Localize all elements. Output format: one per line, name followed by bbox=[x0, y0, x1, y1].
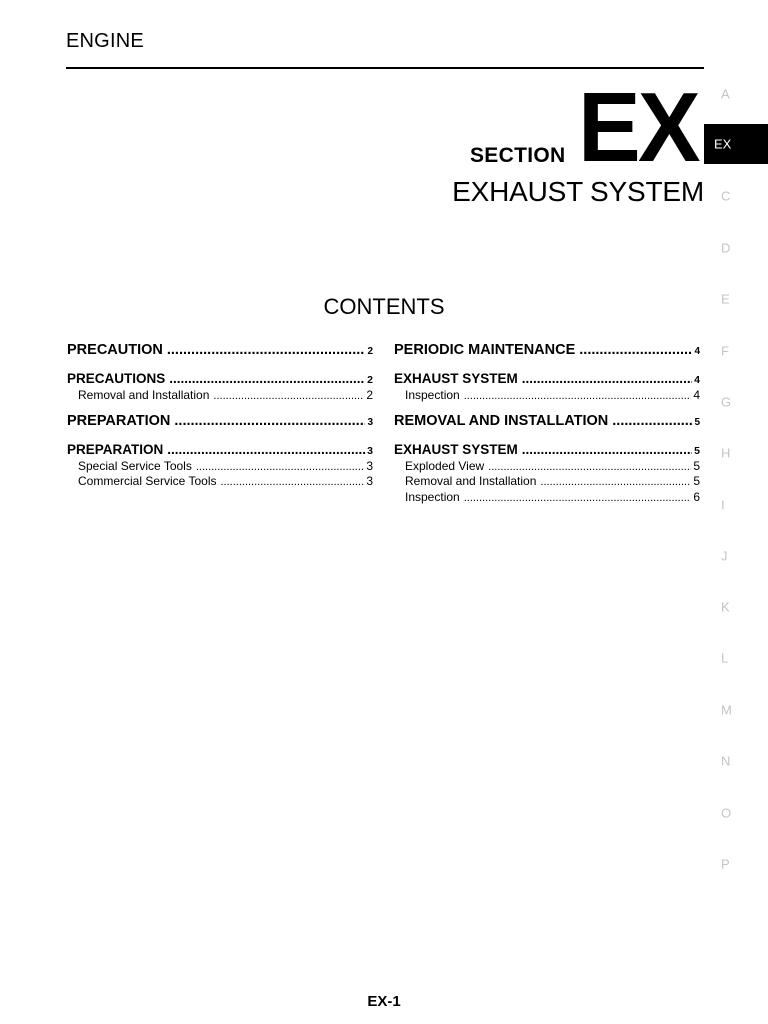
side-tab-a[interactable] bbox=[704, 74, 768, 114]
contents-title: CONTENTS bbox=[323, 294, 445, 319]
side-tab-d[interactable] bbox=[704, 228, 768, 268]
side-tab-c[interactable] bbox=[704, 176, 768, 216]
toc-entry[interactable] bbox=[394, 388, 700, 404]
toc-entry[interactable] bbox=[67, 459, 373, 475]
toc-entry-label: Special Service Tools bbox=[78, 458, 192, 473]
side-tab-label: J bbox=[721, 548, 728, 564]
side-tab-l[interactable] bbox=[704, 638, 768, 678]
side-tab-label: G bbox=[721, 394, 732, 410]
toc-entry[interactable] bbox=[394, 371, 700, 388]
toc-entry-page: 3 bbox=[367, 444, 373, 457]
toc-dot-leader bbox=[522, 442, 692, 457]
toc-entry-page: 4 bbox=[693, 388, 700, 402]
toc-entry-label: Inspection bbox=[405, 489, 460, 504]
side-tab-label: H bbox=[721, 445, 731, 461]
toc-entry-label: EXHAUST SYSTEM bbox=[394, 371, 518, 386]
toc-dot-leader bbox=[612, 413, 692, 429]
toc-dot-leader bbox=[174, 413, 365, 429]
side-tab-label: I bbox=[721, 497, 725, 513]
side-tab-label: C bbox=[721, 188, 731, 204]
toc-dot-leader bbox=[488, 459, 691, 473]
toc-entry[interactable] bbox=[394, 442, 700, 459]
side-tab-label: EX bbox=[714, 136, 732, 152]
toc-entry[interactable] bbox=[67, 442, 373, 459]
side-tab-index bbox=[704, 0, 768, 1024]
toc-entry[interactable] bbox=[67, 371, 373, 388]
side-tab-label: M bbox=[721, 702, 732, 718]
toc-entry-label: PERIODIC MAINTENANCE bbox=[394, 342, 576, 358]
toc-dot-leader bbox=[464, 490, 692, 504]
toc-entry-label: Removal and Installation bbox=[78, 388, 210, 402]
toc-entry[interactable] bbox=[394, 474, 700, 490]
side-tab-n[interactable] bbox=[704, 741, 768, 781]
toc-right-column bbox=[394, 342, 700, 514]
section-code: EX bbox=[578, 72, 698, 182]
side-tab-label: F bbox=[721, 343, 729, 359]
toc-group bbox=[67, 442, 373, 490]
toc-entry-page: 5 bbox=[693, 458, 700, 473]
side-tab-label: O bbox=[721, 805, 732, 821]
toc-entry-label: Commercial Service Tools bbox=[78, 474, 217, 488]
toc-dot-leader bbox=[213, 388, 364, 402]
side-tab-label: D bbox=[721, 240, 731, 256]
toc-entry[interactable] bbox=[394, 342, 700, 363]
section-word: SECTION bbox=[470, 144, 566, 167]
toc-left-column bbox=[67, 342, 373, 499]
toc-entry-page: 2 bbox=[367, 374, 373, 386]
toc-entry-page: 6 bbox=[693, 489, 700, 504]
toc-dot-leader bbox=[464, 388, 692, 402]
side-tab-label: P bbox=[721, 856, 730, 872]
toc-dot-leader bbox=[169, 371, 365, 386]
toc-entry-page: 3 bbox=[367, 416, 373, 428]
toc-entry-label: REMOVAL AND INSTALLATION bbox=[394, 412, 609, 429]
toc-dot-leader bbox=[167, 342, 366, 358]
toc-group bbox=[394, 371, 700, 404]
toc-dot-leader bbox=[221, 474, 365, 488]
toc-entry-page: 5 bbox=[693, 474, 700, 488]
side-tab-f[interactable] bbox=[704, 331, 768, 371]
toc-entry-label: EXHAUST SYSTEM bbox=[394, 441, 518, 457]
side-tab-h[interactable] bbox=[704, 433, 768, 473]
toc-entry[interactable] bbox=[67, 388, 373, 404]
toc-entry-page: 3 bbox=[366, 474, 373, 488]
side-tab-k[interactable] bbox=[704, 587, 768, 627]
toc-entry-page: 2 bbox=[366, 388, 373, 402]
side-tab-label: L bbox=[721, 650, 729, 666]
toc-dot-leader bbox=[540, 474, 691, 488]
toc-entry-page: 5 bbox=[694, 444, 700, 457]
toc-entry[interactable] bbox=[67, 342, 373, 363]
toc-dot-leader bbox=[196, 459, 364, 473]
side-tab-label: K bbox=[721, 599, 730, 615]
toc-entry-label: PREPARATION bbox=[67, 412, 171, 429]
side-tab-label: A bbox=[721, 86, 730, 102]
section-name: EXHAUST SYSTEM bbox=[452, 176, 704, 207]
side-tab-m[interactable] bbox=[704, 690, 768, 730]
toc-entry-label: PREPARATION bbox=[67, 441, 164, 457]
toc-entry-label: Removal and Installation bbox=[405, 474, 537, 488]
toc-entry-label: Exploded View bbox=[405, 458, 485, 473]
side-tab-j[interactable] bbox=[704, 536, 768, 576]
toc-entry[interactable] bbox=[394, 459, 700, 475]
side-tab-o[interactable] bbox=[704, 793, 768, 833]
toc-dot-leader bbox=[579, 342, 692, 358]
side-tab-i[interactable] bbox=[704, 485, 768, 525]
side-tab-p[interactable] bbox=[704, 844, 768, 884]
toc-group bbox=[394, 442, 700, 506]
toc-entry-page: 4 bbox=[694, 346, 700, 357]
toc-entry[interactable] bbox=[394, 413, 700, 434]
toc-entry[interactable] bbox=[67, 413, 373, 434]
toc-dot-leader bbox=[522, 371, 692, 386]
toc-group bbox=[67, 371, 373, 404]
toc-entry-page: 2 bbox=[367, 346, 373, 357]
side-tab-label: E bbox=[721, 291, 730, 307]
toc-entry-label: Inspection bbox=[405, 388, 460, 402]
header-title: ENGINE bbox=[66, 30, 144, 52]
side-tab-label: N bbox=[721, 753, 731, 769]
toc-entry[interactable] bbox=[67, 474, 373, 490]
header-rule bbox=[66, 67, 704, 69]
toc-entry[interactable] bbox=[394, 490, 700, 506]
footer-page-number: EX-1 bbox=[367, 993, 401, 1010]
toc-entry-label: PRECAUTION bbox=[67, 342, 163, 358]
toc-entry-page: 4 bbox=[694, 374, 700, 386]
toc-entry-page: 3 bbox=[366, 458, 373, 473]
side-tab-g[interactable] bbox=[704, 382, 768, 422]
toc-dot-leader bbox=[167, 442, 365, 457]
side-tab-ex[interactable] bbox=[704, 124, 768, 164]
toc-entry-page: 5 bbox=[694, 416, 700, 428]
toc-entry-label: PRECAUTIONS bbox=[67, 371, 166, 386]
